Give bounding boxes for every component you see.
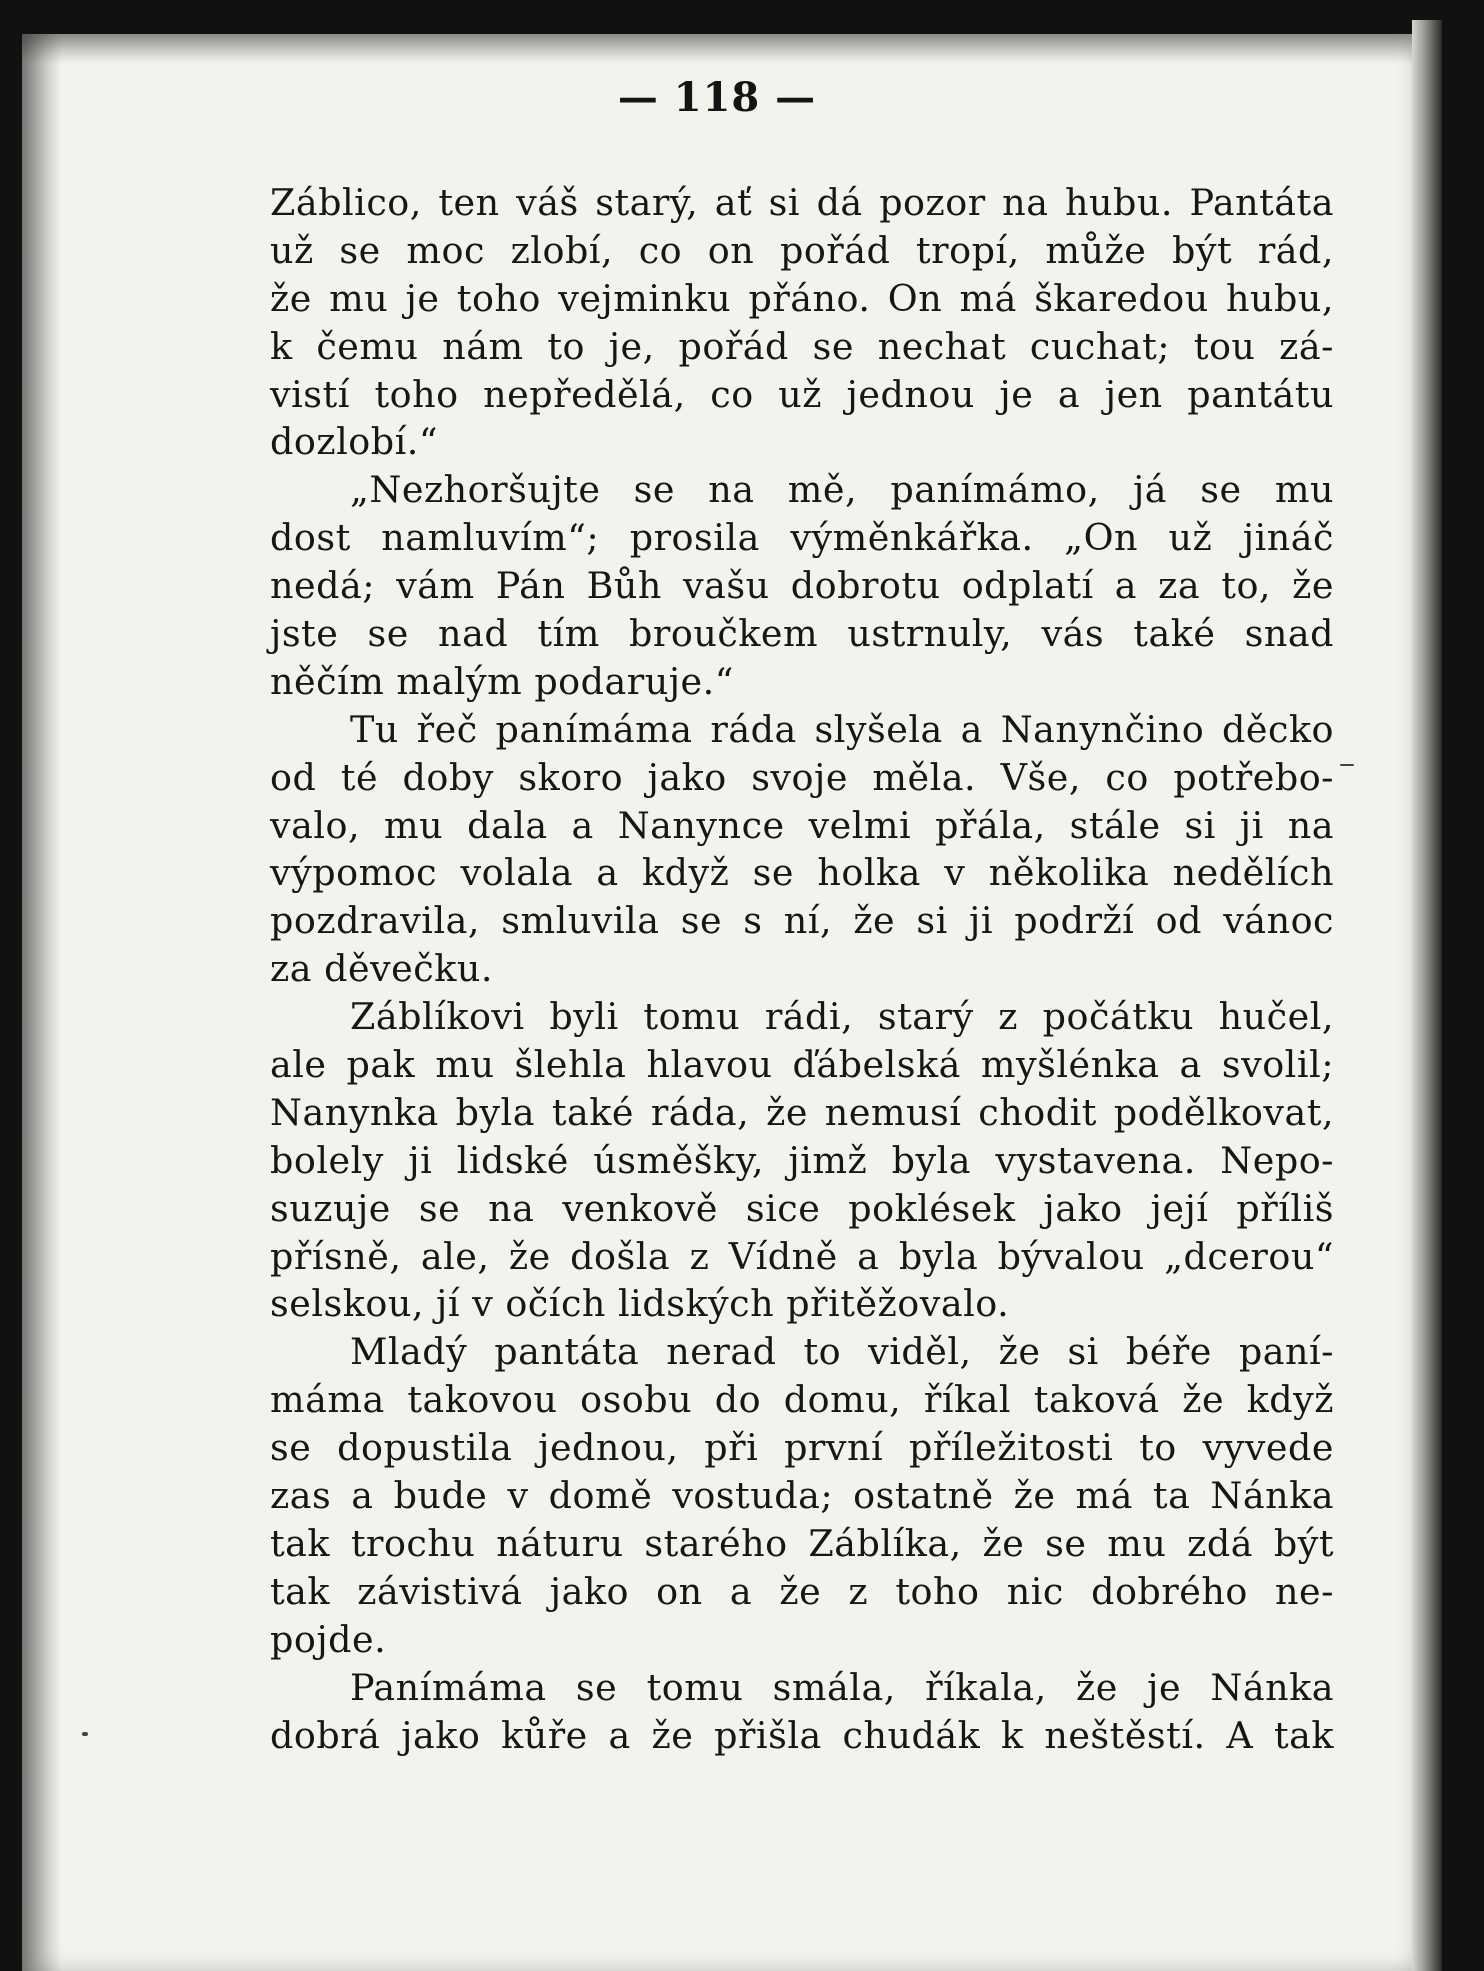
text-line: dozlobí.“ xyxy=(270,420,439,464)
text-line: Nanynka byla také ráda, že nemusí chodit podělkovat, xyxy=(270,1090,1334,1134)
text-line: valo, mu dala a Nanynce velmi přála, stále si ji na xyxy=(270,803,1334,847)
text-line: Panímáma se tomu smála, říkala, že je Nánka xyxy=(350,1665,1334,1709)
top-shadow xyxy=(22,34,1412,64)
text-line: že mu je toho vejminku přáno. On má škaredou hubu, xyxy=(270,276,1334,320)
text-line: Záblíkovi byli tomu rádi, starý z počátku hučel, xyxy=(350,995,1334,1039)
text-line: dobrá jako kůře a že přišla chudák k neštěstí. A tak xyxy=(270,1713,1334,1757)
text-line: od té doby skoro jako svoje měla. Vše, co potřebo- xyxy=(270,755,1334,799)
text-line: ale pak mu šlehla hlavou ďábelská myšlénka a svolil; xyxy=(270,1043,1334,1087)
text-line: pojde. xyxy=(270,1617,387,1661)
text-line: jste se nad tím broučkem ustrnuly, vás také snad xyxy=(270,612,1334,656)
text-line: tak závistivá jako on a že z toho nic dobrého ne- xyxy=(270,1569,1334,1613)
text-line: už se moc zlobí, co on pořád tropí, může být rád, xyxy=(270,228,1334,272)
scan-speck xyxy=(1340,764,1354,766)
text-line: dost namluvím“; prosila výměnkářka. „On už jináč xyxy=(270,516,1334,560)
text-line: se dopustila jednou, při první příležitosti to vyvede xyxy=(270,1426,1334,1470)
text-line: Záblico, ten váš starý, ať si dá pozor na hubu. Pantáta xyxy=(270,181,1334,224)
text-line: Tu řeč panímáma ráda slyšela a Nanynčino děcko xyxy=(350,707,1334,751)
text-line: „Nezhoršujte se na mě, panímámo, já se mu xyxy=(350,468,1334,512)
text-line: zas a bude v domě vostuda; ostatně že má ta Nánka xyxy=(270,1474,1334,1518)
binding-shadow xyxy=(22,34,62,1971)
text-line: pozdravila, smluvila se s ní, že si ji podrží od vánoc xyxy=(270,899,1334,943)
text-line: vistí toho nepředělá, co už jednou je a jen pantátu xyxy=(270,372,1334,416)
text-line: selskou, jí v očích lidských přitěžovalo. xyxy=(270,1282,1010,1326)
page-edge xyxy=(1412,20,1442,1971)
text-line: tak trochu náturu starého Záblíka, že se mu zdá být xyxy=(270,1521,1334,1565)
book-page xyxy=(22,34,1412,1971)
text-line: k čemu nám to je, pořád se nechat cuchat; tou zá- xyxy=(270,324,1334,368)
page-body-text xyxy=(270,179,1334,1759)
scan-speck xyxy=(82,1732,88,1736)
text-line: bolely ji lidské úsměšky, jimž byla vystavena. Nepo- xyxy=(270,1138,1334,1182)
text-line: nedá; vám Pán Bůh vašu dobrotu odplatí a za to, že xyxy=(270,564,1334,608)
text-line: suzuje se na venkově sice poklések jako její příliš xyxy=(270,1186,1334,1230)
text-line: Mladý pantáta nerad to viděl, že si béře paní- xyxy=(350,1330,1334,1374)
text-line: přísně, ale, že došla z Vídně a byla bývalou „dcerou“ xyxy=(270,1234,1334,1278)
text-line: za děvečku. xyxy=(270,947,493,991)
text-line: máma takovou osobu do domu, říkal taková že když xyxy=(270,1378,1334,1422)
page-number-header: — 118 — xyxy=(617,74,817,121)
text-line: něčím malým podaruje.“ xyxy=(270,659,734,703)
text-line: výpomoc volala a když se holka v několika nedělích xyxy=(270,851,1334,895)
